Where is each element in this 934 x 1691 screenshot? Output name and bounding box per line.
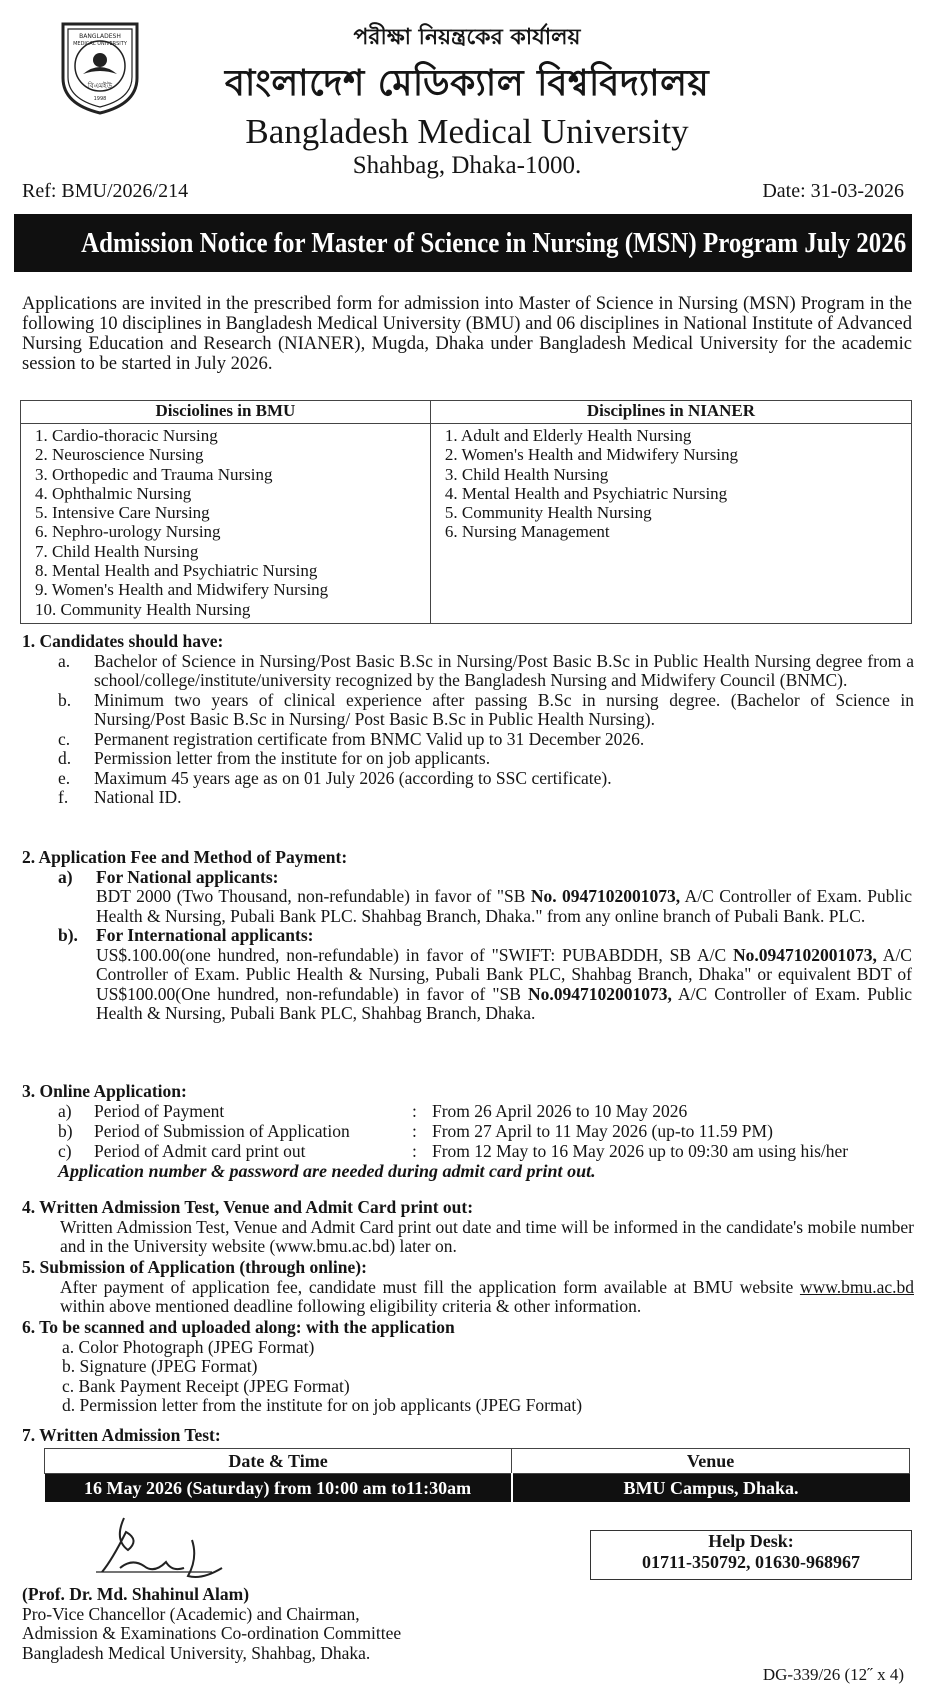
- notice-date: Date: 31-03-2026: [762, 180, 904, 202]
- logo-text-year: 1998: [93, 96, 107, 102]
- item-label: f.: [58, 787, 69, 807]
- nianer-disciplines-list: [445, 426, 911, 542]
- section-payment: [22, 848, 912, 1024]
- list-item: 2. Neuroscience Nursing: [35, 445, 204, 465]
- section-written-test: [22, 1426, 221, 1446]
- signatory-name: (Prof. Dr. Md. Shahinul Alam): [22, 1584, 250, 1604]
- section-written-test-info: [22, 1198, 914, 1257]
- credentials-note: Application number & password are needed during admit card print out.: [58, 1160, 596, 1181]
- section-title: 7. Written Admission Test:: [22, 1425, 221, 1445]
- item-label: c): [58, 1140, 72, 1161]
- item-text: National ID.: [94, 787, 182, 807]
- list-item: 1. Adult and Elderly Health Nursing: [444, 426, 692, 445]
- text-part: A/C Controller of Exam. Public Health & Nursing, Pubali Bank PLC, Shahbag Branch, Dhaka" or equivalent BDT of US$100.00(One hundred, non-refundable) in favor of "SB: [96, 944, 912, 1004]
- list-item: 9. Women's Health and Midwifery Nursing: [35, 580, 329, 600]
- schedule-row: [22, 1122, 914, 1142]
- text-part: BDT 2000 (Two Thousand, non-refundable) in favor of "SB: [96, 886, 531, 906]
- item-text: Permanent registration certificate from BNMC Valid up to 31 December 2026.: [94, 728, 645, 749]
- list-item: [22, 730, 914, 750]
- test-venue: BMU Campus, Dhaka.: [512, 1474, 910, 1503]
- schedule-row: [22, 1142, 914, 1162]
- text-part: After payment of application fee, candidate must fill the application form available at BMU website: [60, 1276, 800, 1297]
- item-text: Bachelor of Science in Nursing/Post Basic B.Sc in Nursing/Post Basic B.Sc in Public Health Nursing degree from a school/college/institute/university recognized by the Bangladesh Nursing and Midwifery Council (BNMC).: [94, 650, 914, 690]
- nianer-disciplines-cell: [430, 424, 911, 624]
- list-item: [22, 788, 914, 808]
- section-candidates: [22, 632, 914, 808]
- international-applicants-heading: For International applicants:: [96, 925, 314, 945]
- colon: :: [412, 1140, 417, 1161]
- list-item: 4. Ophthalmic Nursing: [35, 483, 192, 503]
- section-text: [60, 1278, 914, 1317]
- list-item: [22, 749, 914, 769]
- nianer-disciplines-header: Disciplines in NIANER: [430, 401, 911, 424]
- university-name-bengali: বাংলাদেশ মেডিক্যাল বিশ্ববিদ্যালয়: [224, 63, 710, 104]
- list-item: 6. Nursing Management: [444, 522, 610, 542]
- text-part: US$.100.00(one hundred, non-refundable) in favor of "SWIFT: PUBABDDH, SB A/C: [96, 944, 733, 965]
- text-part: within above mentioned deadline following eligibility criteria & other information.: [60, 1296, 642, 1316]
- schedule-name: Period of Admit card print out: [94, 1140, 306, 1161]
- signatory-committee: Admission & Examinations Co-ordination Committee: [22, 1623, 402, 1643]
- schedule-name: Period of Payment: [94, 1100, 225, 1121]
- list-item: 2. Women's Health and Midwifery Nursing: [444, 445, 739, 465]
- list-item: b. Signature (JPEG Format): [62, 1356, 258, 1376]
- bmu-disciplines-cell: [21, 424, 431, 624]
- section-title: 3. Online Application:: [22, 1081, 187, 1101]
- logo-text-bn: বিএমইউ: [87, 82, 113, 90]
- item-label: d.: [58, 748, 72, 768]
- item-label: b.: [58, 689, 72, 710]
- list-item: 1. Cardio-thoracic Nursing: [35, 426, 218, 445]
- section-title: 4. Written Admission Test, Venue and Admit Card print out:: [22, 1197, 474, 1217]
- university-address: Shahbag, Dhaka-1000.: [352, 152, 582, 179]
- list-item: [22, 652, 914, 691]
- signatory-institution: Bangladesh Medical University, Shahbag, Dhaka.: [22, 1642, 371, 1663]
- list-item: 3. Child Health Nursing: [444, 464, 609, 484]
- list-item: a. Color Photograph (JPEG Format): [62, 1336, 315, 1357]
- list-item: c. Bank Payment Receipt (JPEG Format): [62, 1375, 350, 1396]
- written-test-table: [44, 1448, 910, 1502]
- list-item: [22, 691, 914, 730]
- university-name-english: Bangladesh Medical University: [245, 112, 689, 151]
- reference-number: Ref: BMU/2026/214: [22, 180, 189, 202]
- national-applicants-heading: For National applicants:: [96, 866, 279, 887]
- schedule-value: From 26 April 2026 to 10 May 2026: [432, 1100, 688, 1121]
- item-label: e.: [58, 767, 71, 788]
- list-item: 10. Community Health Nursing: [35, 599, 251, 619]
- notice-title: Admission Notice for Master of Science in Nursing (MSN) Program July 2026: [81, 227, 907, 259]
- section-online-application: [22, 1082, 914, 1181]
- section-submission: [22, 1258, 914, 1317]
- section-uploads: [22, 1318, 914, 1416]
- help-desk-title: Help Desk:: [708, 1531, 794, 1551]
- bmu-disciplines-header: Disciolines in BMU: [21, 401, 431, 424]
- intro-paragraph: Applications are invited in the prescribed form for admission into Master of Science in Nursing (MSN) Program in the following 10 disciplines in Bangladesh Medical University (BMU) and 06 disciplines in National Institute of Advanced Nursing Education and Research (NIANER), Mugda, Dhaka under Bangladesh Medical University for the academic session to be started in July 2026.: [22, 293, 912, 374]
- list-item: 4. Mental Health and Psychiatric Nursing: [444, 483, 728, 503]
- international-applicants-text: [96, 946, 912, 1024]
- list-item: 7. Child Health Nursing: [35, 541, 199, 561]
- item-label: a): [58, 866, 73, 887]
- item-label: b).: [58, 925, 78, 945]
- item-text: Permission letter from the institute for on job applicants.: [94, 748, 491, 768]
- item-label: a): [58, 1100, 72, 1121]
- logo-text-top: BANGLADESH: [79, 33, 121, 40]
- account-number: No.0947102001073,: [528, 983, 672, 1004]
- list-item: d. Permission letter from the institute for on job applicants (JPEG Format): [62, 1395, 583, 1415]
- colon: :: [412, 1120, 417, 1141]
- text-part: A/C Controller of Exam. Public Health & Nursing, Pubali Bank PLC, Shahbag Branch, Dhaka.: [96, 983, 912, 1023]
- disciplines-table: [20, 400, 912, 624]
- dg-code: DG-339/26 (12˝ x 4): [762, 1665, 904, 1684]
- item-text: Maximum 45 years age as on 01 July 2026 (according to SSC certificate).: [94, 767, 612, 788]
- list-item: 6. Nephro-urology Nursing: [35, 522, 221, 542]
- national-applicants-text: [96, 887, 912, 926]
- help-desk-numbers: 01711-350792, 01630-968967: [642, 1552, 860, 1572]
- item-label: c.: [58, 728, 71, 749]
- list-item: 3. Orthopedic and Trauma Nursing: [35, 464, 273, 484]
- notice-title-banner: [14, 214, 912, 272]
- website-link[interactable]: www.bmu.ac.bd: [799, 1276, 914, 1297]
- schedule-row: [22, 1102, 914, 1122]
- list-item: [22, 769, 914, 789]
- item-label: a.: [58, 650, 71, 671]
- item-label: b): [58, 1120, 73, 1141]
- date-time-header: Date & Time: [45, 1449, 512, 1474]
- item-text: Minimum two years of clinical experience after passing B.Sc in nursing degree. (Bachelor of Science in Nursing/Post Basic B.Sc in Nursing/ Post Basic B.Sc in Public Health Nursing).: [94, 689, 914, 729]
- office-name-bengali: পরীক্ষা নিয়ন্ত্রকের কার্যালয়: [353, 25, 581, 50]
- section-text: Written Admission Test, Venue and Admit Card print out date and time will be informed in the candidate's mobile number and in the University website (www.bmu.ac.bd) later on.: [60, 1216, 914, 1256]
- logo-text-middle: MEDICAL UNIVERSITY: [73, 41, 127, 47]
- section-title: 1. Candidates should have:: [22, 631, 224, 651]
- venue-header: Venue: [512, 1449, 910, 1474]
- schedule-value: From 27 April to 11 May 2026 (up-to 11.59 PM): [432, 1120, 773, 1141]
- account-number: No. 0947102001073,: [530, 886, 681, 906]
- bmu-disciplines-list: [35, 426, 430, 619]
- account-number: No.0947102001073,: [733, 944, 877, 965]
- schedule-value: From 12 May to 16 May 2026 up to 09:30 am using his/her: [432, 1140, 849, 1161]
- international-applicants: [22, 926, 912, 1024]
- signatory-title: Pro-Vice Chancellor (Academic) and Chairman,: [22, 1603, 360, 1624]
- section-title: 6. To be scanned and uploaded along: with the application: [22, 1317, 455, 1337]
- national-applicants: [22, 868, 912, 927]
- list-item: 5. Intensive Care Nursing: [35, 503, 210, 523]
- signatory-block: [22, 1585, 401, 1663]
- signature-image: [92, 1510, 242, 1590]
- text-part: A/C Controller of Exam. Public Health & Nursing, Pubali Bank PLC. Shahbag Branch, Dhaka." from any online branch of Pubali Bank. PLC.: [96, 886, 912, 926]
- section-title: 2. Application Fee and Method of Payment:: [22, 847, 348, 867]
- colon: :: [412, 1100, 417, 1121]
- help-desk-box: [590, 1530, 912, 1580]
- section-title: 5. Submission of Application (through online):: [22, 1257, 367, 1277]
- list-item: 8. Mental Health and Psychiatric Nursing: [35, 561, 318, 581]
- list-item: 5. Community Health Nursing: [444, 503, 652, 523]
- test-date-time: 16 May 2026 (Saturday) from 10:00 am to11:30am: [45, 1474, 512, 1503]
- schedule-name: Period of Submission of Application: [94, 1120, 350, 1141]
